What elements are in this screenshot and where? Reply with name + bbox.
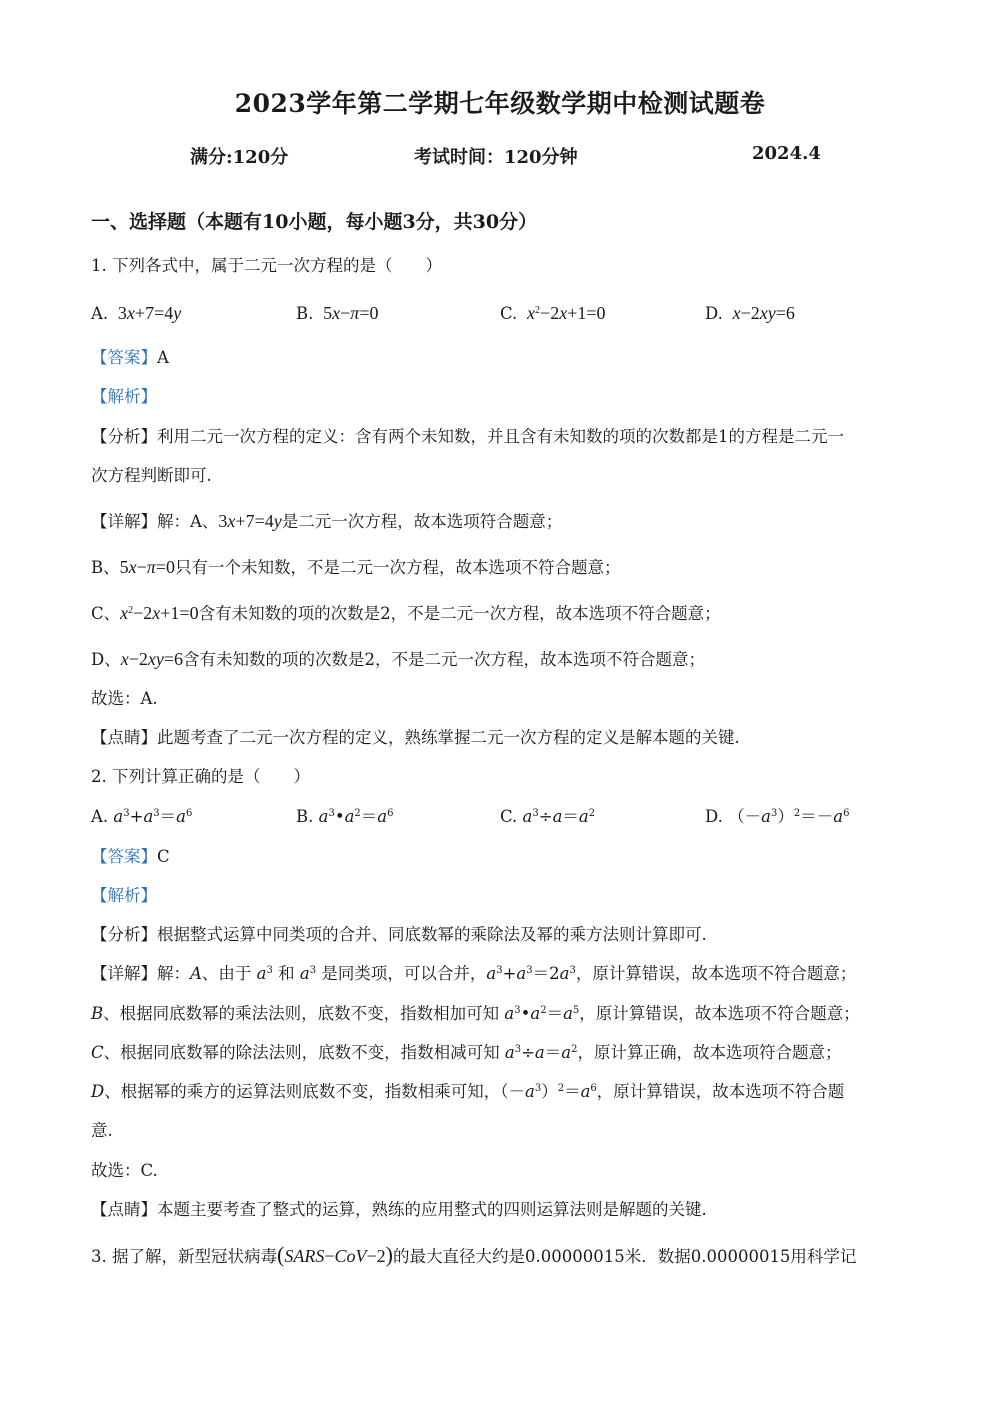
- q2-option-a: A. $a^3+a^3=a^6$: [91, 807, 193, 826]
- q2-stem: 2. 下列计算正确的是（ ）: [91, 767, 310, 786]
- q2-jiexi-label: 【解析】: [91, 886, 157, 905]
- q2-comment: 【点睛】本题主要考查了整式的运算，熟练的应用整式的四则运算法则是解题的关键.: [91, 1200, 707, 1219]
- full-score: 满分:120分: [190, 147, 289, 168]
- q1-option-b: B. 5x−π=0: [296, 303, 379, 323]
- q1-analysis-line1: 【分析】利用二元一次方程的定义：含有两个未知数，并且含有未知数的项的次数都是1的方程是二元一: [91, 427, 844, 446]
- q1-detail-d: D、x−2xy=6含有未知数的项的次数是2，不是二元一次方程，故本选项不符合题意；: [91, 649, 706, 669]
- q2-detail-d-line1: D、根据幂的乘方的运算法则底数不变，指数相乘可知，$(-a^3)^2=a^6$，原计算错误，故本选项不符合题: [91, 1082, 845, 1101]
- q1-detail-a: 【详解】解：A、3x+7=4y是二元一次方程，故本选项符合题意；: [91, 511, 563, 531]
- q1-choose: 故选：A.: [91, 689, 158, 708]
- page-title: 2023学年第二学期七年级数学期中检测试题卷: [234, 89, 766, 118]
- exam-date: 2024.4: [752, 143, 821, 164]
- q2-choose: 故选：C.: [91, 1161, 158, 1180]
- q1-analysis-line2: 次方程判断即可.: [91, 466, 212, 485]
- q3-stem: 3. 据了解，新型冠状病毒(SARS−CoV−2)的最大直径大约是0.00000015米．数据0.00000015用科学记: [91, 1242, 857, 1267]
- q1-stem: 1. 下列各式中，属于二元一次方程的是（ ）: [91, 256, 442, 275]
- q2-detail-c: C、根据同底数幂的除法法则，底数不变，指数相减可知 $a^3\div a=a^2$，原计算正确，故本选项符合题意；: [91, 1043, 842, 1062]
- q1-detail-b: B、5x−π=0只有一个未知数，不是二元一次方程，故本选项不符合题意；: [91, 557, 621, 577]
- q1-detail-c: C、$x^2-2x+1=0$含有未知数的项的次数是2，不是二元一次方程，故本选项不符合题意；: [91, 603, 721, 623]
- q2-answer: 【答案】C: [91, 847, 170, 866]
- q2-analysis: 【分析】根据整式运算中同类项的合并、同底数幂的乘除法及幂的乘方法则计算即可.: [91, 925, 707, 944]
- q2-detail-a: 【详解】解：A、由于 $a^3$ 和 $a^3$ 是同类项，可以合并，$a^3+a^3=2a^3$，原计算错误，故本选项不符合题意；: [91, 964, 857, 983]
- q1-option-d: D. x−2xy=6: [705, 303, 795, 323]
- q2-detail-b: B、根据同底数幂的乘法法则，底数不变，指数相加可知 $a^3•a^2=a^5$，原计算错误，故本选项不符合题意；: [91, 1004, 860, 1023]
- exam-time: 考试时间：120分钟: [414, 147, 578, 168]
- q2-option-d: D. $(-a^3)^2=-a^6$: [705, 807, 850, 826]
- q2-option-b: B. $a^3•a^2=a^6$: [296, 807, 394, 826]
- q1-option-c: C. $x^2-2x+1=0$: [500, 303, 606, 323]
- q1-jiexi-label: 【解析】: [91, 387, 157, 406]
- q1-comment: 【点睛】此题考查了二元一次方程的定义，熟练掌握二元一次方程的定义是解本题的关键.: [91, 728, 740, 747]
- q1-answer: 【答案】A: [91, 348, 169, 367]
- q2-detail-d-line2: 意.: [91, 1121, 113, 1140]
- section-title: 一、选择题（本题有10小题，每小题3分，共30分）: [91, 211, 538, 233]
- q2-option-c: C. $a^3\div a=a^2$: [500, 807, 596, 826]
- q1-option-a: A. 3x+7=4y: [91, 303, 182, 323]
